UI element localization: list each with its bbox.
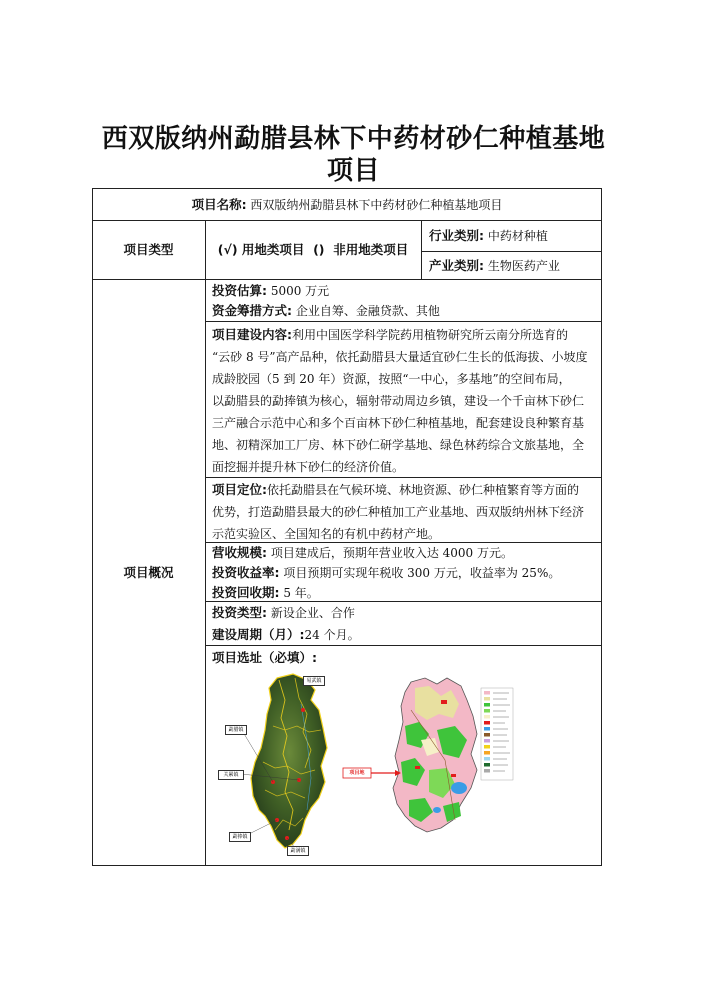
content-line: 以勐腊县的勐捧镇为核心，辐射带动周边乡镇，建设一个千亩林下砂仁 xyxy=(212,394,585,408)
project-site-label: 项目地 xyxy=(349,770,365,776)
industry-row xyxy=(429,225,599,247)
roi-label: 投资收益率: xyxy=(212,565,280,580)
site-map-svg xyxy=(215,670,515,860)
investment-value: 5000 万元 xyxy=(270,284,330,298)
site-label: 项目选址（必填）: xyxy=(212,650,317,665)
sector-label: 产业类别: xyxy=(429,258,484,273)
content-line xyxy=(212,324,602,346)
invest-type-row xyxy=(212,602,602,624)
invest-type-value: 新设企业、合作 xyxy=(270,606,355,620)
site-map-figure xyxy=(215,670,515,860)
revenue-row xyxy=(212,543,602,563)
positioning-block xyxy=(212,479,602,545)
overview-label: 项目概况 xyxy=(123,565,174,580)
content-label: 项目建设内容: xyxy=(212,327,292,342)
positioning-line xyxy=(212,479,602,501)
positioning-label: 项目定位: xyxy=(212,482,267,497)
page-title-line1: 西双版纳州勐腊县林下中药材砂仁种植基地 xyxy=(101,124,606,154)
land-use-option: (√) 用地类项目 () 非用地类项目 xyxy=(217,242,409,257)
industry-value: 中药材种植 xyxy=(487,229,548,243)
period-label: 建设周期（月）: xyxy=(212,627,305,642)
project-name-label: 项目名称: xyxy=(191,197,247,212)
satellite-map xyxy=(241,674,327,848)
content-line: “云砂 8 号”高产品种，依托勐腊县大量适宜砂仁生长的低海拔、小坡度 xyxy=(212,350,588,364)
positioning-line: 优势，打造勐腊县最大的砂仁种植加工产业基地、西双版纳州林下经济 xyxy=(212,505,585,519)
revenue-block xyxy=(212,543,602,603)
content-line: 成龄胶园（5 到 20 年）资源，按照“一中心，多基地”的空间布局， xyxy=(212,372,571,386)
period-row xyxy=(212,624,602,646)
landuse-map xyxy=(393,678,477,832)
roi-value: 项目预期可实现年税收 300 万元，收益率为 25%。 xyxy=(283,566,561,580)
payback-value: 5 年。 xyxy=(283,586,319,600)
callout-mengla: 勐腊镇 xyxy=(225,725,247,735)
revenue-value: 项目建成后，预期年营业收入达 4000 万元。 xyxy=(270,546,513,560)
funding-value: 企业自筹、金融贷款、其他 xyxy=(295,304,440,318)
project-type-label: 项目类型 xyxy=(123,242,174,257)
investment-label: 投资估算: xyxy=(212,283,267,298)
payback-row xyxy=(212,583,602,603)
invest-type-label: 投资类型: xyxy=(212,605,267,620)
callout-guanlei: 关累镇 xyxy=(218,770,244,780)
project-name-value: 西双版纳州勐腊县林下中药材砂仁种植基地项目 xyxy=(250,198,503,212)
sector-row xyxy=(429,255,599,277)
map-legend xyxy=(481,688,513,780)
roi-row xyxy=(212,563,602,583)
revenue-label: 营收规模: xyxy=(212,545,267,560)
page-title-line2: 项目 xyxy=(326,156,380,186)
sector-value: 生物医药产业 xyxy=(487,259,560,273)
project-name-row xyxy=(92,194,602,216)
positioning-line: 示范实验区、全国知名的有机中药材产地。 xyxy=(212,527,441,541)
investment-row xyxy=(212,280,597,302)
content-line: 地、初精深加工厂房、林下砂仁研学基地、绿色林药综合文旅基地，全 xyxy=(212,438,585,452)
positioning-line-text: 依托勐腊县在气候环境、林地资源、砂仁种植繁育等方面的 xyxy=(267,483,580,497)
callout-mengman: 勐满镇 xyxy=(287,846,309,856)
callout-mengpeng: 勐捧镇 xyxy=(229,832,251,842)
page-title xyxy=(0,123,707,187)
invest-type-block xyxy=(212,602,602,646)
content-line-text: 利用中国医学科学院药用植物研究所云南分所选育的 xyxy=(292,328,569,342)
funding-row xyxy=(212,300,597,322)
satellite-county-shape xyxy=(251,674,327,848)
payback-label: 投资回收期: xyxy=(212,585,280,600)
period-value: 24 个月。 xyxy=(304,628,360,642)
funding-label: 资金筹措方式: xyxy=(212,303,292,318)
content-block xyxy=(212,324,602,478)
content-line: 面挖掘并提升林下砂仁的经济价值。 xyxy=(212,460,405,474)
industry-label: 行业类别: xyxy=(429,228,484,243)
callout-yiwu: 易武镇 xyxy=(303,676,325,686)
content-line: 三产融合示范中心和多个百亩林下砂仁种植基地，配套建设良种繁育基 xyxy=(212,416,585,430)
